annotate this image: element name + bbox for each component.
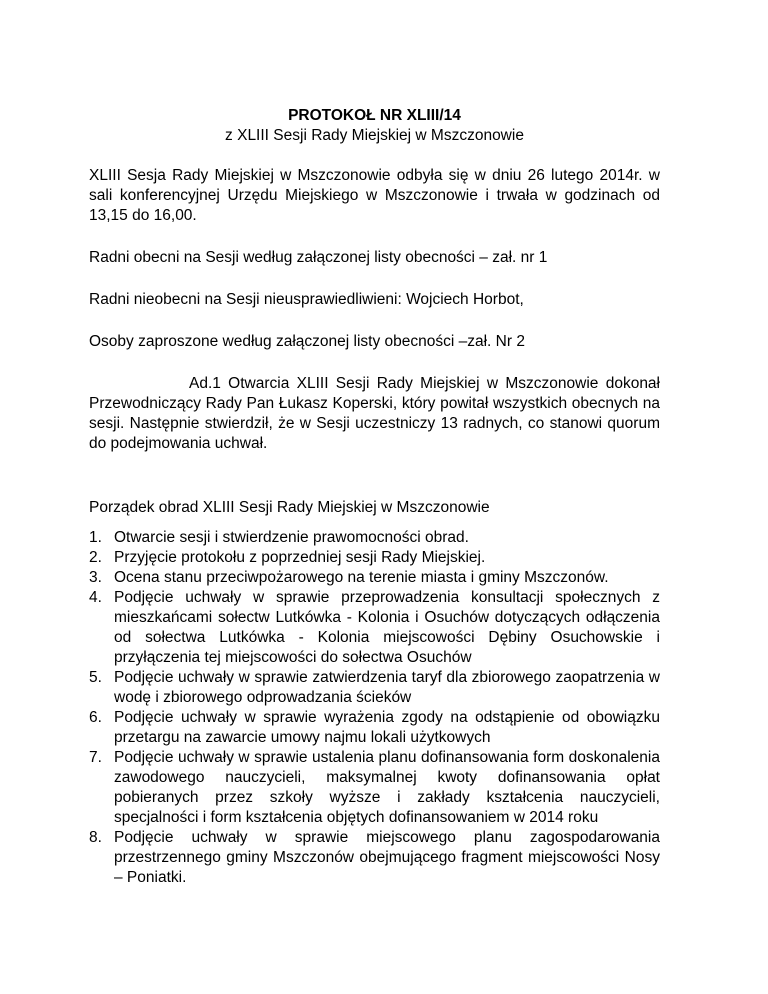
agenda-item-number: 7. [89, 749, 102, 766]
agenda-item-text: Podjęcie uchwały w sprawie ustalenia planu dofinansowania form doskonalenia zawodowego nauczycieli, maksymalnej kwoty dofinansowania opłat pobieranych przez szkoły wyższe i zakłady kształcenia nauczycieli, specjalności i form kształcenia objętych dofinansowaniem w 2014 roku [114, 749, 660, 826]
agenda-item [89, 588, 660, 668]
agenda-item [89, 708, 660, 748]
invited-persons: Osoby zaproszone według załączonej listy obecności –zał. Nr 2 [89, 333, 525, 350]
agenda-item-number: 6. [89, 709, 102, 726]
agenda-item-text: Przyjęcie protokołu z poprzedniej sesji Rady Miejskiej. [114, 549, 486, 566]
present-councillors: Radni obecni na Sesji według załączonej listy obecności – zał. nr 1 [89, 249, 548, 266]
document-body [89, 106, 660, 888]
agenda-item-text: Podjęcie uchwały w sprawie przeprowadzenia konsultacji społecznych z mieszkańcami sołectw Lutkówka - Kolonia i Osuchów dotyczących odłączenia od sołectwa Lutkówka - Kolonia miejscowości Dębiny Osuchowskie i przyłączenia tej miejscowości do sołectwa Osuchów [114, 589, 660, 666]
agenda-item-text: Podjęcie uchwały w sprawie miejscowego planu zagospodarowania przestrzennego gminy Mszczonów obejmującego fragment miejscowości Nosy – Poniatki. [114, 829, 660, 886]
agenda-item [89, 548, 660, 568]
agenda-item [89, 668, 660, 708]
agenda-item [89, 748, 660, 828]
agenda-item-text: Otwarcie sesji i stwierdzenie prawomocności obrad. [114, 529, 469, 546]
agenda-item [89, 828, 660, 888]
agenda-list [89, 528, 660, 888]
absent-councillors: Radni nieobecni na Sesji nieusprawiedliwieni: Wojciech Horbot, [89, 291, 524, 308]
agenda-item-number: 1. [89, 529, 102, 546]
intro-paragraph: XLIII Sesja Rady Miejskiej w Mszczonowie odbyła się w dniu 26 lutego 2014r. w sali konferencyjnej Urzędu Miejskiego w Mszczonowie i trwała w godzinach od 13,15 do 16,00. [89, 167, 660, 224]
agenda-item-text: Podjęcie uchwały w sprawie wyrażenia zgody na odstąpienie od obowiązku przetargu na zawarcie umowy najmu lokali użytkowych [114, 709, 660, 746]
agenda-item [89, 528, 660, 548]
agenda-item-text: Podjęcie uchwały w sprawie zatwierdzenia taryf dla zbiorowego zaopatrzenia w wodę i zbiorowego odprowadzania ścieków [114, 669, 660, 706]
agenda-item-number: 3. [89, 569, 102, 586]
agenda-item-text: Ocena stanu przeciwpożarowego na terenie miasta i gminy Mszczonów. [114, 569, 609, 586]
agenda-item [89, 568, 660, 588]
agenda-item-number: 4. [89, 589, 102, 606]
document-subtitle: z XLIII Sesji Rady Miejskiej w Mszczonowie [225, 127, 524, 144]
document-title: PROTOKOŁ NR XLIII/14 [288, 107, 461, 124]
agenda-item-number: 8. [89, 829, 102, 846]
ad1-paragraph: Ad.1 Otwarcia XLIII Sesji Rady Miejskiej w Mszczonowie dokonał Przewodniczący Rady Pan Łukasz Koperski, który powitał wszystkich obecnych na sesji. Następnie stwierdził, że w Sesji uczestniczy 13 radnych, co stanowi quorum do podejmowania uchwał. [89, 375, 660, 452]
agenda-item-number: 2. [89, 549, 102, 566]
agenda-heading: Porządek obrad XLIII Sesji Rady Miejskiej w Mszczonowie [89, 499, 490, 516]
agenda-item-number: 5. [89, 669, 102, 686]
